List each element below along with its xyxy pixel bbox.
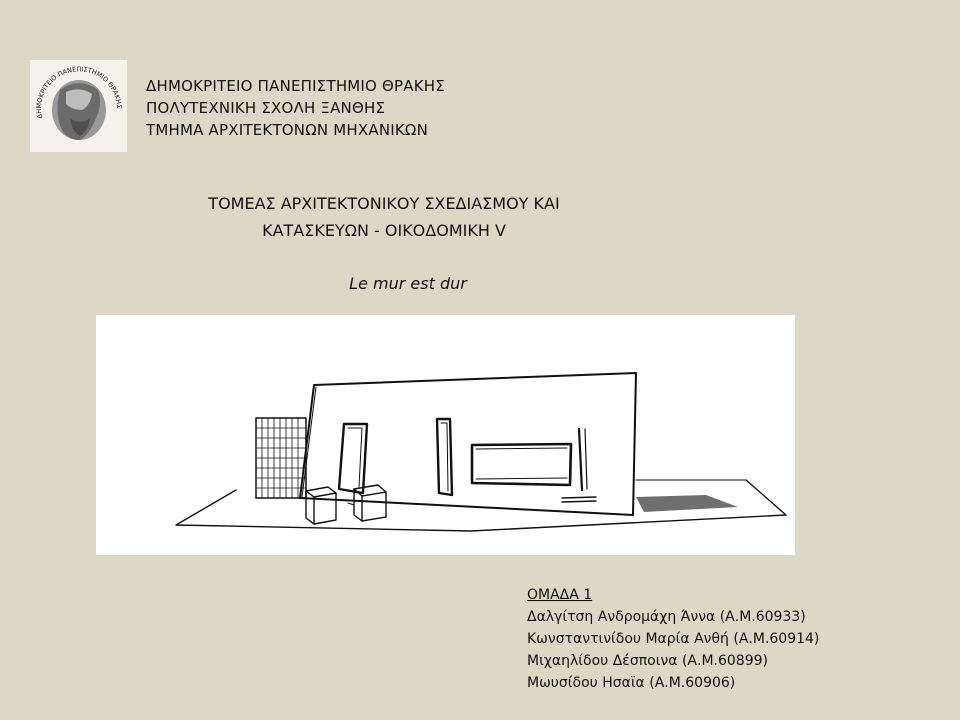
course-title xyxy=(0,190,768,244)
team-title: ΟΜΑΔΑ 1 xyxy=(527,587,593,603)
team-member: Δαλγίτση Ανδρομάχη Άννα (Α.Μ.60933) xyxy=(527,609,806,625)
university-name: ΔΗΜΟΚΡΙΤΕΙΟ ΠΑΝΕΠΙΣΤΗΜΙΟ ΘΡΑΚΗΣ xyxy=(146,77,445,95)
school-name: ΠΟΛΥΤΕΧΝΙΚΗ ΣΧΟΛΗ ΞΑΝΘΗΣ xyxy=(146,99,386,117)
hatched-screen xyxy=(256,418,306,498)
team-member: Μιχαηλίδου Δέσποινα (Α.Μ.60899) xyxy=(527,653,768,669)
architectural-sketch xyxy=(96,315,795,555)
team-credits xyxy=(527,584,819,694)
institution-header xyxy=(146,75,445,141)
course-title-line-2: ΚΑΤΑΣΚΕΥΩΝ - ΟΙΚΟΔΟΜΙΚΗ V xyxy=(262,221,506,240)
team-member: Κωνσταντινίδου Μαρία Ανθή (Α.Μ.60914) xyxy=(527,631,820,647)
project-subtitle: Le mur est dur xyxy=(349,274,467,293)
team-member: Μωυσίδου Ησαϊα (Α.Μ.60906) xyxy=(527,675,736,691)
course-title-line-1: ΤΟΜΕΑΣ ΑΡΧΙΤΕΚΤΟΝΙΚΟΥ ΣΧΕΔΙΑΣΜΟΥ ΚΑΙ xyxy=(208,194,560,213)
department-name: ΤΜΗΜΑ ΑΡΧΙΤΕΚΤΟΝΩΝ ΜΗΧΑΝΙΚΩΝ xyxy=(146,121,429,139)
logo-ring-text: ΔΗΜΟΚΡΙΤΕΙΟ ΠΑΝΕΠΙΣΤΗΜΙΟ ΘΡΑΚΗΣ xyxy=(34,65,124,120)
university-logo xyxy=(30,60,127,152)
